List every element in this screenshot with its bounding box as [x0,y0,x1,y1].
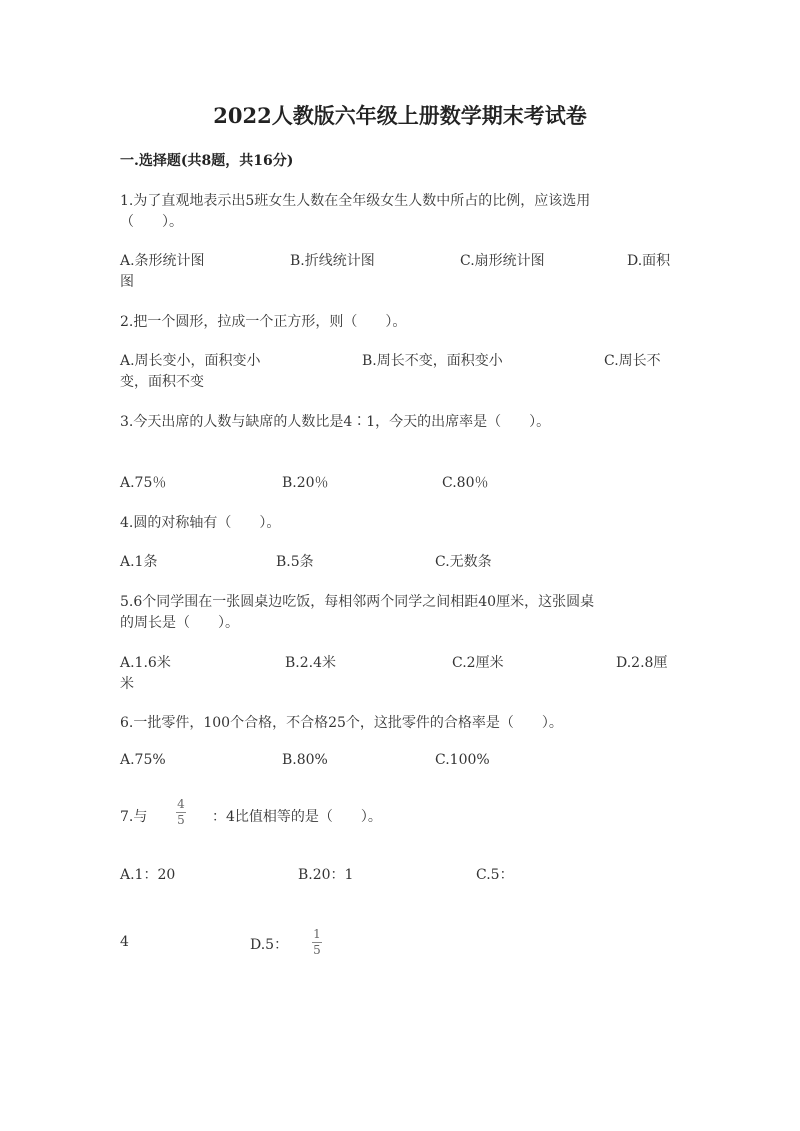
question-7-option-a: A.1：20 [120,867,176,883]
page-title: 2022人教版六年级上册数学期末考试卷 [213,103,587,128]
question-6-option-a: A.75% [120,752,166,768]
question-3-option-c: C.80％ [442,475,489,491]
section-heading: 一.选择题(共8题，共16分) [120,153,294,169]
question-1-option-d: D.面积 [627,253,671,269]
question-5-text: 5.6个同学围在一张圆桌边吃饭，每相邻两个同学之间相距40厘米，这张圆桌 [120,594,595,610]
question-4-text: 4.圆的对称轴有（ ）。 [120,515,281,531]
question-7-option-b: B.20：1 [298,867,354,883]
question-7-option-d: D.5： [250,937,289,953]
question-5-option-c: C.2厘米 [452,655,504,671]
question-2-option-c-wrap: 变，面积不变 [120,374,204,390]
question-1-text-cont: （ ）。 [120,214,183,230]
fraction-numerator: 1 [313,927,321,941]
question-7-text-pre: 7.与 [120,809,148,825]
question-1-option-d-wrap: 图 [120,274,134,290]
question-2-option-c: C.周长不 [604,353,661,369]
question-6-text: 6.一批零件，100个合格，不合格25个，这批零件的合格率是（ ）。 [120,715,563,731]
question-1-text: 1.为了直观地表示出5班女生人数在全年级女生人数中所占的比例，应该选用 [120,193,591,209]
question-1-option-b: B.折线统计图 [290,253,375,269]
question-5-option-b: B.2.4米 [285,655,337,671]
question-2-text: 2.把一个圆形，拉成一个正方形，则（ ）。 [120,314,407,330]
question-3-option-b: B.20％ [282,475,329,491]
question-1-option-a: A.条形统计图 [120,253,205,269]
question-7-text-post: ：4比值相等的是（ ）。 [212,809,382,825]
question-5-option-d: D.2.8厘 [616,655,668,671]
fraction-denominator: 5 [313,943,321,957]
question-3-text: 3.今天出席的人数与缺席的人数比是4∶1，今天的出席率是（ ）。 [120,414,551,430]
question-7-option-c: C.5： [476,867,514,883]
question-1-option-c: C.扇形统计图 [460,253,545,269]
question-7-option-c-wrap: 4 [120,934,129,950]
question-7-option-d-fraction [312,927,322,958]
fraction-numerator: 4 [177,797,185,811]
question-2-option-a: A.周长变小，面积变小 [120,353,261,369]
question-5-text-cont: 的周长是（ ）。 [120,615,239,631]
question-6-option-b: B.80% [282,752,328,768]
question-3-option-a: A.75％ [120,475,167,491]
question-5-option-d-wrap: 米 [120,676,134,692]
question-2-option-b: B.周长不变，面积变小 [362,353,503,369]
question-4-option-c: C.无数条 [435,554,492,570]
question-4-option-a: A.1条 [120,554,158,570]
question-6-option-c: C.100% [435,752,490,768]
question-4-option-b: B.5条 [276,554,314,570]
question-5-option-a: A.1.6米 [120,655,171,671]
question-7-fraction [176,797,186,828]
fraction-denominator: 5 [177,813,185,827]
